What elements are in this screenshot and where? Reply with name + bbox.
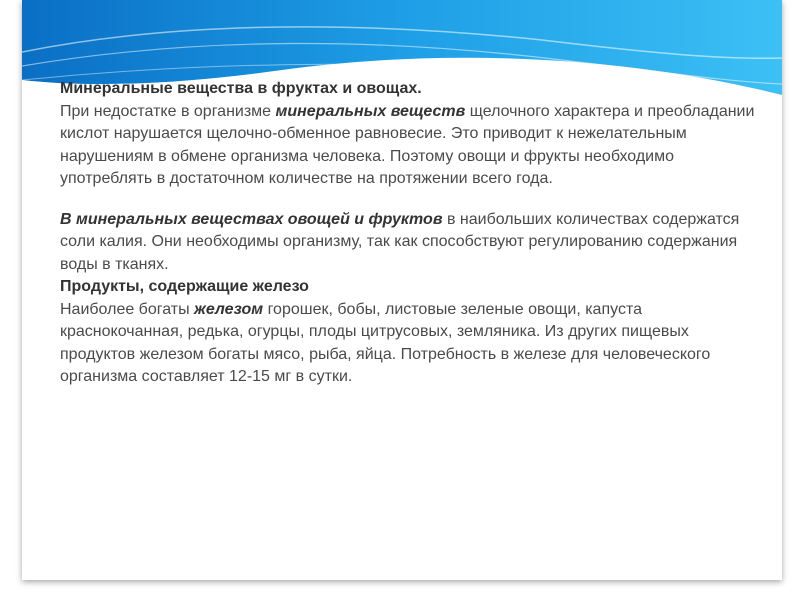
emphasis-text: железом: [194, 300, 264, 318]
paragraph-heading: Продукты, содержащие железо: [60, 278, 309, 295]
slide: [22, 0, 782, 580]
emphasis-text: В минеральных веществах овощей и фруктов: [60, 210, 443, 228]
paragraph-minerals: Минеральные вещества в фруктах и овощах. При недостатке в организме минеральных веществ щелочного характера и преобладании кислот нарушается щелочно-обменное равновесие. Это приводит к нежелательным нарушениям в обмене организма человека. Поэтому овощи и фрукты необходимо употреблять в достаточном количестве на протяжении всего года.: [60, 80, 755, 187]
emphasis-text: минеральных веществ: [275, 102, 466, 120]
paragraph-heading: Минеральные вещества в фруктах и овощах.: [60, 80, 422, 97]
paragraph-potassium: В минеральных веществах овощей и фруктов в наибольших количествах содержатся соли калия. Они необходимы организму, так как способствуют регулированию содержания воды в тканях.: [60, 210, 740, 273]
slide-body: [60, 78, 760, 389]
paragraph-iron: Продукты, содержащие железо Наиболее богаты железом горошек, бобы, листовые зеленые овощи, капуста краснокочанная, редька, огурцы, плоды цитрусовых, земляника. Из других пищевых продуктов железом богаты мясо, рыба, яйца. Потребность в железе для человеческого организма составляет 12-15 мг в сутки.: [60, 278, 711, 385]
